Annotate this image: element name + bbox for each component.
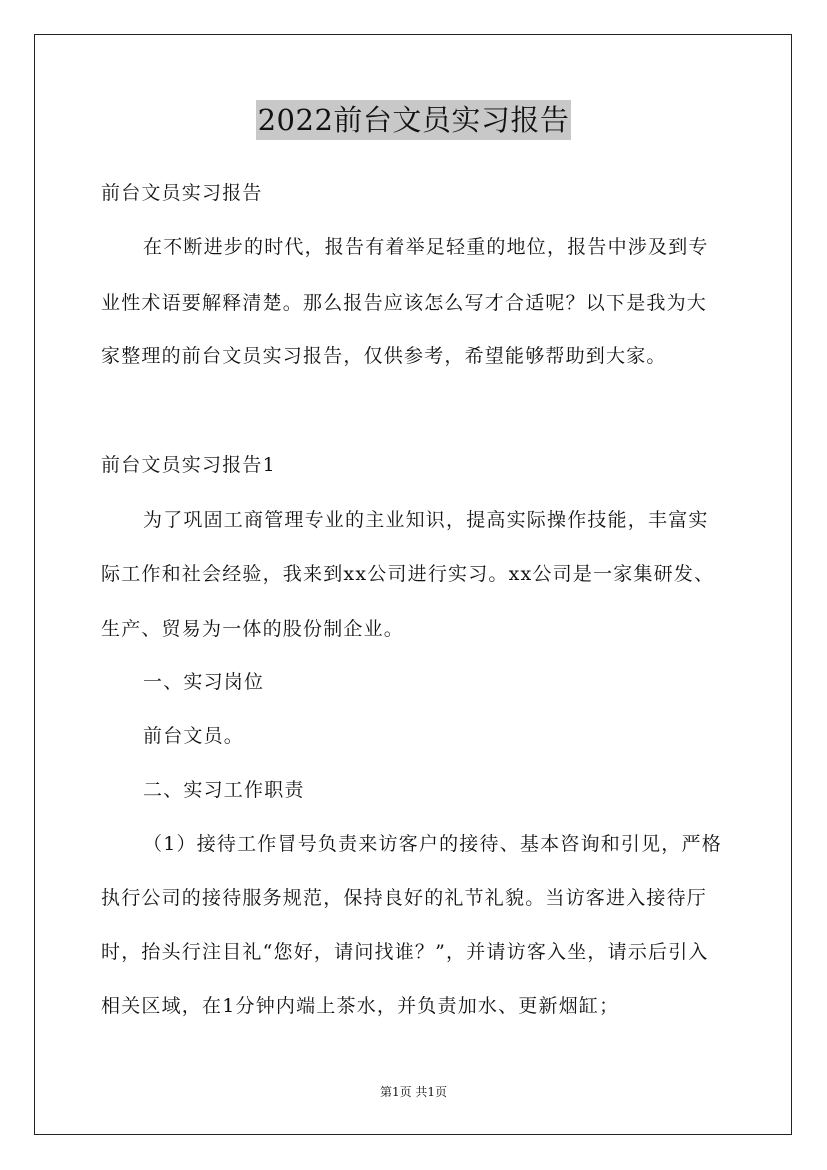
page-footer: 第1页 共1页 [379,1085,448,1099]
paragraph-line: 相关区域，在1分钟内端上茶水，并负责加水、更新烟缸； [101,995,620,1017]
paragraph-line: （1）接待工作冒号负责来访客户的接待、基本咨询和引见，严格 [143,833,722,855]
title-container [0,100,827,140]
paragraph-line: 际工作和社会经验，我来到xx公司进行实习。xx公司是一家集研发、 [101,563,715,585]
section-heading: 前台文员实习报告 [101,182,263,204]
paragraph-line: 时，抬头行注目礼“您好，请问找谁？”，并请访客入坐，请示后引入 [101,941,709,963]
paragraph-line: 生产、贸易为一体的股份制企业。 [101,618,405,640]
paragraph-line: 家整理的前台文员实习报告，仅供参考，希望能够帮助到大家。 [101,345,667,367]
paragraph-line: 前台文员。 [143,725,245,747]
document-title: 2022前台文员实习报告 [256,100,572,140]
paragraph-line: 在不断进步的时代，报告有着举足轻重的地位，报告中涉及到专 [143,236,709,258]
paragraph-line: 业性术语要解释清楚。那么报告应该怎么写才合适呢？以下是我为大 [101,292,708,314]
paragraph-line: 为了巩固工商管理专业的主业知识，提高实际操作技能，丰富实 [143,509,709,531]
paragraph-line: 执行公司的接待服务规范，保持良好的礼节礼貌。当访客进入接待厅 [101,887,708,909]
section-heading: 前台文员实习报告1 [101,454,276,476]
subsection-heading: 一、实习岗位 [143,671,265,693]
subsection-heading: 二、实习工作职责 [143,779,305,801]
